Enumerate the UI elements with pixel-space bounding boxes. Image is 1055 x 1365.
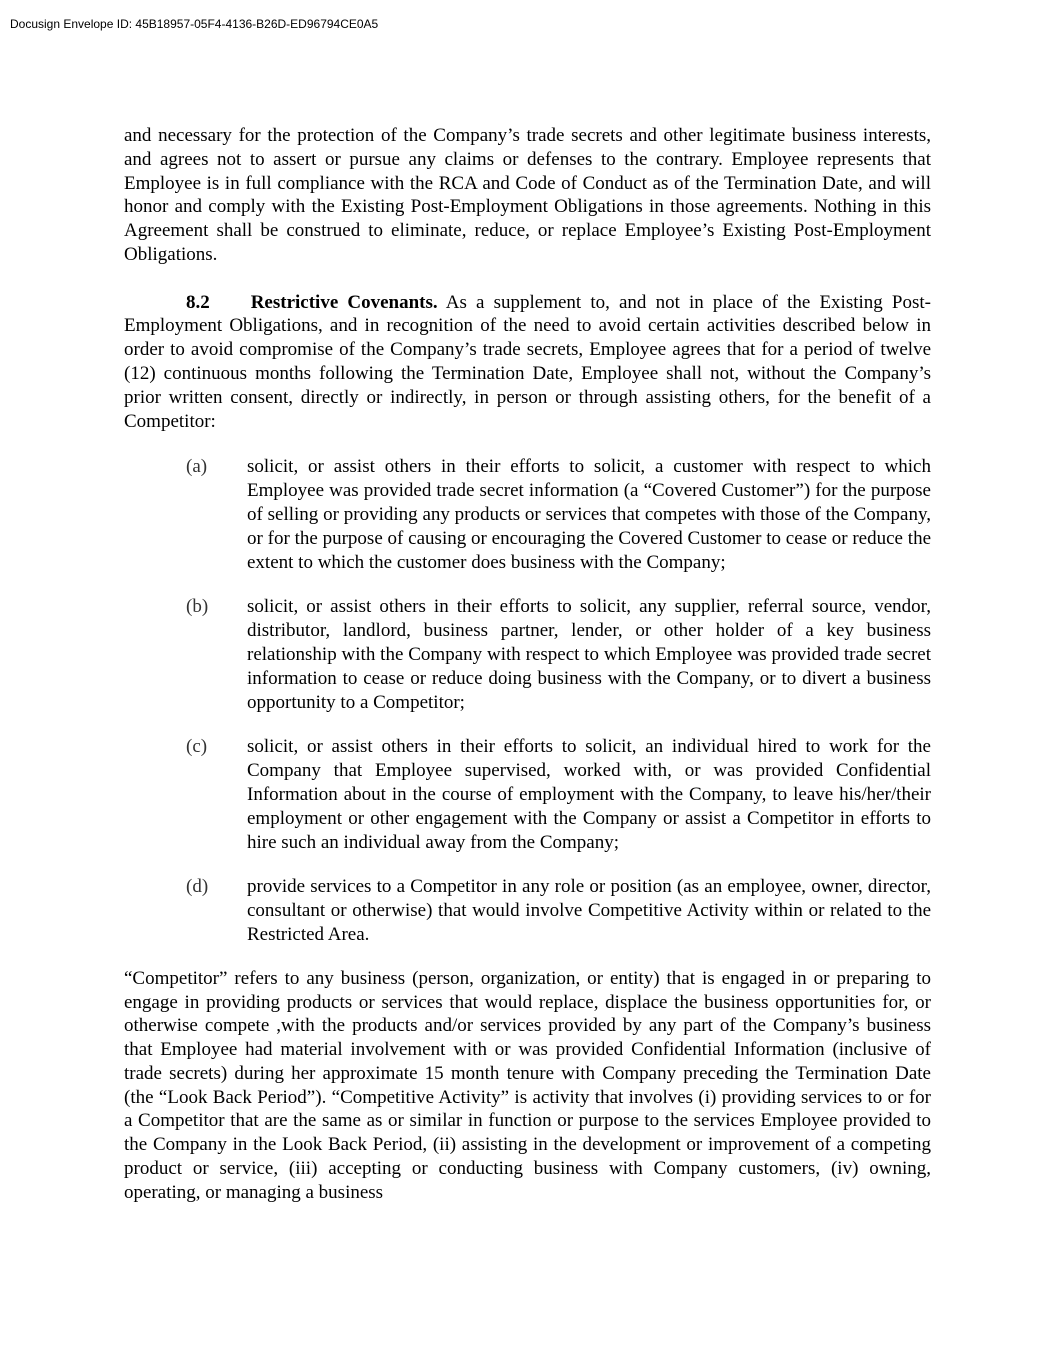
item-text: solicit, or assist others in their efforts to solicit, a customer with respect to which Employee was provided trade secret information (a “Covered Customer”) for the purpose of selling or providing any products or services that competes with those of the Company, or for the purpose of causing or encouraging the Covered Customer to cease or reduce the extent to which the customer does business with the Company;: [247, 456, 931, 573]
continuation-paragraph: and necessary for the protection of the Company’s trade secrets and other legitimate business interests, and agrees not to assert or pursue any claims or defenses to the contrary. Employee represents that Employee is in full compliance with the RCA and Code of Conduct as of the Termination Date, and will honor and comply with the Existing Post-Employment Obligations in those agreements. Nothing in this Agreement shall be construed to eliminate, reduce, or replace Employee’s Existing Post-Employment Obligations.: [124, 125, 931, 265]
list-item: [124, 595, 931, 714]
section-8-2-paragraph: [124, 291, 931, 434]
covenant-list: [124, 455, 931, 946]
item-label: (a): [186, 456, 208, 478]
item-text: solicit, or assist others in their efforts to solicit, an individual hired to work for the Company that Employee supervised, worked with, or was provided Confidential Information about in the course of employment with the Company, to leave his/her/their employment or other engagement with the Company or assist a Competitor in efforts to hire such an individual away from the Company;: [247, 736, 931, 853]
item-text: provide services to a Competitor in any role or position (as an employee, owner, director, consultant or otherwise) that would involve Competitive Activity within or related to the Restricted Area.: [247, 876, 931, 945]
document-body: [124, 124, 931, 1205]
section-body: As a supplement to, and not in place of the Existing Post-Employment Obligations, and in recognition of the need to avoid certain activities described below in order to avoid compromise of the Company’s trade secrets, Employee agrees that for a period of twelve (12) continuous months following the Termination Date, Employee shall not, without the Company’s prior written consent, directly or indirectly, in person or through assisting others, for the benefit of a Competitor:: [124, 291, 931, 432]
list-item: [124, 455, 931, 574]
item-text: solicit, or assist others in their efforts to solicit, any supplier, referral source, vendor, distributor, landlord, business partner, lender, or other holder of a key business relationship with the Company with respect to which Employee was provided trade secret information to cease or reduce doing business with the Company, or to divert a business opportunity to a Competitor;: [247, 596, 931, 713]
section-title: Restrictive Covenants.: [250, 291, 438, 313]
list-item: [124, 875, 931, 946]
list-item: [124, 735, 931, 854]
envelope-id: Docusign Envelope ID: 45B18957-05F4-4136-B26D-ED96794CE0A5: [10, 17, 379, 31]
section-number: 8.2: [186, 291, 210, 313]
item-label: (c): [186, 736, 208, 758]
item-label: (d): [186, 876, 209, 898]
item-label: (b): [186, 596, 209, 618]
definitions-paragraph: “Competitor” refers to any business (person, organization, or entity) that is engaged in or preparing to engage in providing products or services that would replace, displace the business opportunities for, or otherwise compete ,with the products and/or services provided by any part of the Company’s business that Employee had material involvement with or was provided Confidential Information (inclusive of trade secrets) during her approximate 15 month tenure with Company preceding the Termination Date (the “Look Back Period”). “Competitive Activity” is activity that involves (i) providing services to or for a Competitor that are the same as or similar in function or purpose to the services Employee provided to the Company in the Look Back Period, (ii) assisting in the development or improvement of a competing product or service, (iii) accepting or conducting business with Company customers, (iv) owning, operating, or managing a business: [124, 967, 931, 1203]
